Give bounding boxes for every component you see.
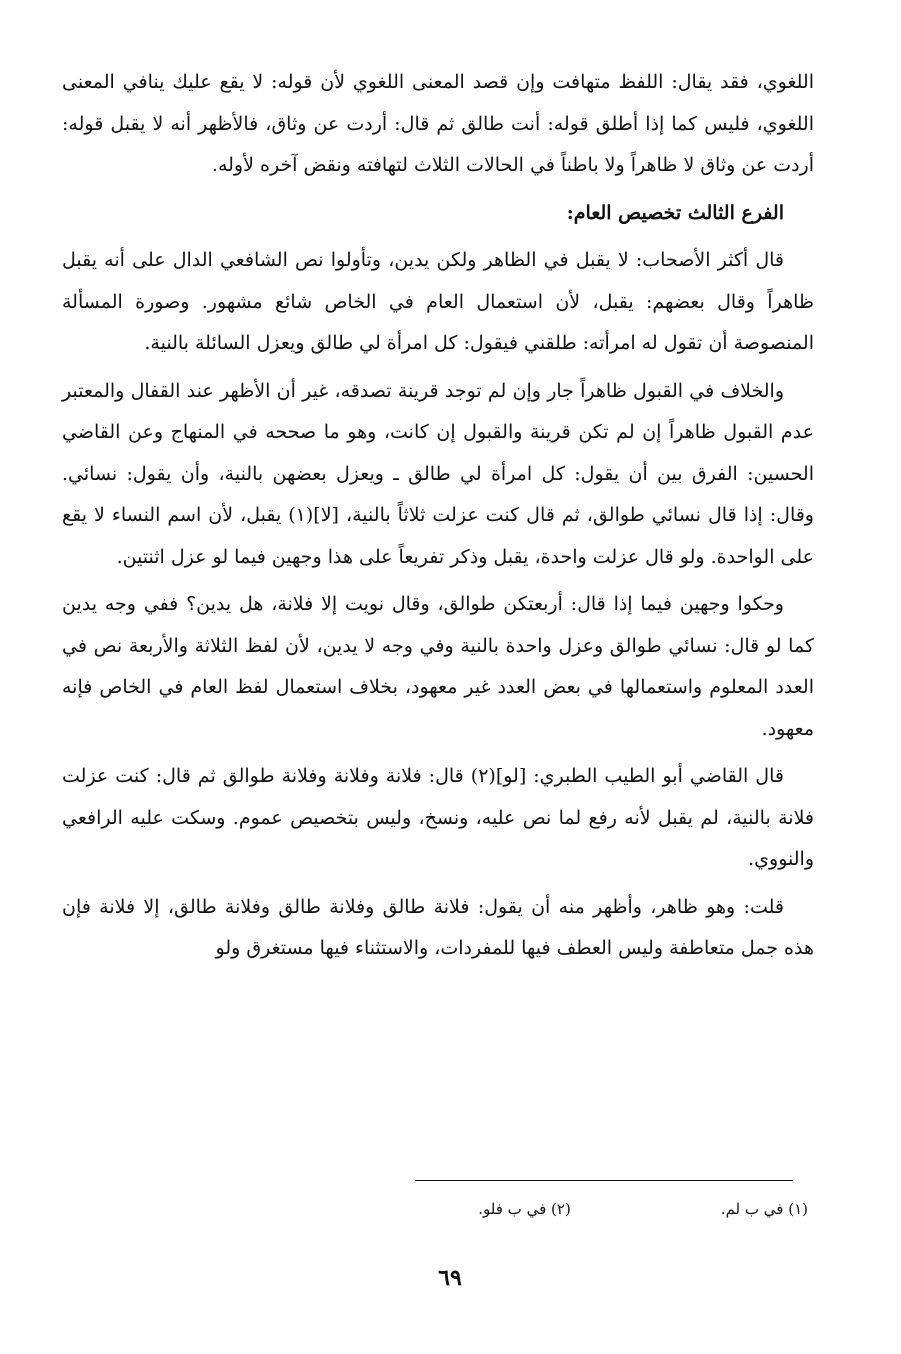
footnote-1: (١) في ب لم. (720, 1200, 808, 1218)
footnote-divider (415, 1180, 793, 1181)
paragraph: قال أكثر الأصحاب: لا يقبل في الظاهر ولكن يدين، وتأولوا نص الشافعي الدال على أنه يقبل ظاهراً وقال بعضهم: يقبل، لأن استعمال العام في الخاص شائع مشهور. وصورة المسألة المنصوصة أن تقول له امرأته: طلقني فيقول: كل امرأة لي طالق ويعزل السائلة بالنية. (62, 249, 814, 354)
paragraph: قلت: وهو ظاهر، وأظهر منه أن يقول: فلانة طالق وفلانة طالق وفلانة طالق، إلا فلانة فإن هذه جمل متعاطفة وليس العطف فيها للمفردات، والاستثناء فيها مستغرق ولو (62, 895, 814, 959)
page-number: ٦٩ (438, 1265, 462, 1291)
paragraph: وحكوا وجهين فيما إذا قال: أربعتكن طوالق، وقال نويت إلا فلانة، هل يدين؟ ففي وجه يدين كما لو قال: نسائي طوالق وعزل واحدة بالنية وفي وجه لا يدين، لأن لفظ الثلاثة والأربعة نص في العدد المعلوم واستعمالها في بعض العدد غير معهود، بخلاف استعمال لفظ العام في الخاص فإنه معهود. (62, 593, 814, 740)
page-body (62, 62, 814, 970)
section-heading: الفرع الثالث تخصيص العام: (566, 201, 784, 224)
paragraph: والخلاف في القبول ظاهراً جار وإن لم توجد قرينة تصدقه، غير أن الأظهر عند القفال والمعتبر عدم القبول ظاهراً إن لم تكن قرينة والقبول إن كانت، وهو ما صححه في المنهاج وعن القاضي الحسين: الفرق بين أن يقول: كل امرأة لي طالق ـ ويعزل بعضهن بالنية، وأن يقول: نسائي. وقال: إذا قال نسائي طوالق، ثم قال كنت عزلت ثلاثاً بالنية، [لا](١) يقبل، لأن اسم النساء لا يقع على الواحدة. ولو قال عزلت واحدة، يقبل وذكر تفريعاً على هذا وجهين فيما لو عزل اثنتين. (62, 379, 814, 568)
paragraph-continuation: اللغوي، فقد يقال: اللفظ متهافت وإن قصد المعنى اللغوي لأن قوله: لا يقع عليك ينافي المعنى اللغوي، فليس كما إذا أطلق قوله: أنت طالق ثم قال: أردت عن وثاق، فالأظهر أنه لا يقبل قوله: أردت عن وثاق لا ظاهراً ولا باطناً في الحالات الثلاث لتهافته ونقض آخره لأوله. (62, 71, 814, 176)
footnotes (415, 1196, 808, 1222)
footnote-2: (٢) في ب فلو. (478, 1200, 571, 1218)
paragraph: قال القاضي أبو الطيب الطبري: [لو](٢) قال: فلانة وفلانة وفلانة طوالق ثم قال: كنت عزلت فلانة بالنية، لم يقبل لأنه رفع لما نص عليه، ونسخ، وليس بتخصيص عموم. وسكت عليه الرافعي والنووي. (62, 765, 814, 870)
